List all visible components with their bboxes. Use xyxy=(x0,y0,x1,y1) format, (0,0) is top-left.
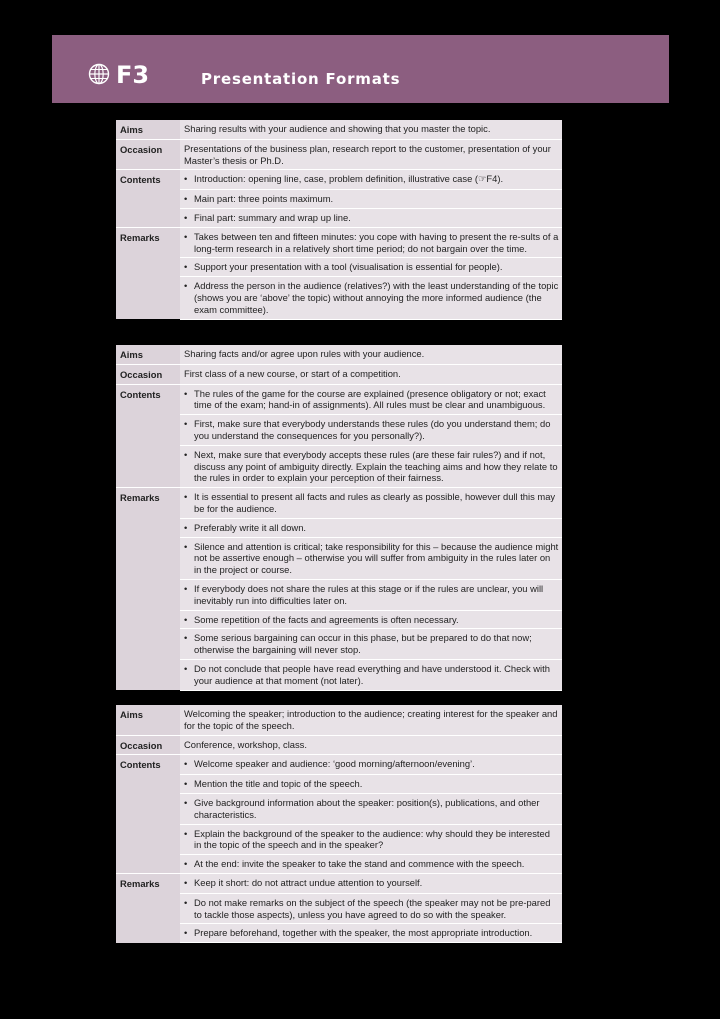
contents-item: • Final part: summary and wrap up line. xyxy=(180,208,562,227)
contents-label: Contents xyxy=(116,384,180,415)
remarks-item: • It is essential to present all facts and rules as clearly as possible, however dull this may be for the audience. xyxy=(180,488,562,519)
remarks-label: Remarks xyxy=(116,873,180,893)
occasion-row xyxy=(116,139,562,170)
globe-icon xyxy=(88,63,110,85)
occasion-label: Occasion xyxy=(116,364,180,384)
remarks-item: • Do not conclude that people have read everything and have understood it. Check with your audience at that moment (not later). xyxy=(180,659,562,690)
remarks-item: • If everybody does not share the rules at this stage or if the rules are unclear, you will inevitably run into difficulties later on. xyxy=(180,579,562,610)
remarks-row xyxy=(116,227,562,258)
contents-item: • The rules of the game for the course are explained (presence obligatory or not; exact time of the exam; hand-in of assignments). All rules must be clear and unambiguous. xyxy=(180,384,562,415)
remarks-item: • Support your presentation with a tool (visualisation is essential for people). xyxy=(180,258,562,277)
aims-value: Welcoming the speaker; introduction to the audience; creating interest for the speaker and for the topic of the speech. xyxy=(180,705,562,735)
format-table-3 xyxy=(116,705,562,943)
contents-item: • At the end: invite the speaker to take the stand and commence with the speech. xyxy=(180,855,562,874)
occasion-row xyxy=(116,735,562,755)
occasion-label: Occasion xyxy=(116,139,180,170)
header-band xyxy=(52,35,669,103)
remarks-item: • Takes between ten and fifteen minutes: you cope with having to present the re-sults of a long-term research in a relatively short time period; do not bargain over the time. xyxy=(180,227,562,258)
remarks-item: • Some repetition of the facts and agreements is often necessary. xyxy=(180,610,562,629)
section-code: F3 xyxy=(116,61,150,89)
contents-item: • First, make sure that everybody understands these rules (do you understand them; do you understand the consequences for you personally?). xyxy=(180,415,562,446)
contents-item: • Welcome speaker and audience: ‘good morning/afternoon/evening’. xyxy=(180,755,562,775)
remarks-item: • Address the person in the audience (relatives?) with the least understanding of the topic (shows you are ‘above’ the topic) without annoying the more informed audience (the exam committee). xyxy=(180,277,562,319)
aims-row xyxy=(116,120,562,139)
remarks-label: Remarks xyxy=(116,488,180,519)
contents-item: • Main part: three points maximum. xyxy=(180,190,562,209)
remarks-row xyxy=(116,873,562,893)
format-table-2 xyxy=(116,345,562,691)
remarks-row xyxy=(116,488,562,519)
remarks-label: Remarks xyxy=(116,227,180,258)
aims-row xyxy=(116,705,562,735)
aims-row xyxy=(116,345,562,364)
remarks-item: • Preferably write it all down. xyxy=(180,518,562,537)
remarks-item: • Keep it short: do not attract undue attention to yourself. xyxy=(180,873,562,893)
remarks-item: • Silence and attention is critical; take responsibility for this – because the audience might not be assertive enough – otherwise you will suffer from ambiguity in the rules later on in the project or course. xyxy=(180,537,562,579)
remarks-item: • Do not make remarks on the subject of the speech (the speaker may not be pre-pared to tackle those aspects), unless you have agreed to do so with the speaker. xyxy=(180,893,562,924)
aims-label: Aims xyxy=(116,705,180,735)
contents-row xyxy=(116,755,562,775)
contents-item: • Next, make sure that everybody accepts these rules (are these fair rules?) and if not, discuss any point of ambiguity directly. Explain the teaching aims and how they relate to the rules in order to explain your perception of their fairness. xyxy=(180,445,562,487)
contents-item: • Mention the title and topic of the speech. xyxy=(180,775,562,794)
format-table-1 xyxy=(116,120,562,320)
page-title: Presentation Formats xyxy=(201,70,401,88)
contents-row xyxy=(116,170,562,190)
aims-label: Aims xyxy=(116,120,180,139)
contents-label: Contents xyxy=(116,170,180,190)
contents-item: • Explain the background of the speaker to the audience: why should they be interested in the topic of the speech and in the speaker? xyxy=(180,824,562,855)
contents-label: Contents xyxy=(116,755,180,775)
aims-label: Aims xyxy=(116,345,180,364)
contents-row xyxy=(116,384,562,415)
aims-value: Sharing results with your audience and showing that you master the topic. xyxy=(180,120,562,139)
aims-value: Sharing facts and/or agree upon rules with your audience. xyxy=(180,345,562,364)
contents-item: • Introduction: opening line, case, problem definition, illustrative case (☞F4). xyxy=(180,170,562,190)
occasion-value: Presentations of the business plan, research report to the customer, presentation of your Master’s thesis or Ph.D. xyxy=(180,139,562,170)
contents-item: • Give background information about the speaker: position(s), publications, and other characteristics. xyxy=(180,793,562,824)
occasion-value: Conference, workshop, class. xyxy=(180,735,562,755)
occasion-row xyxy=(116,364,562,384)
remarks-item: • Some serious bargaining can occur in this phase, but be prepared to do that now; otherwise the bargaining will never stop. xyxy=(180,629,562,660)
remarks-item: • Prepare beforehand, together with the speaker, the most appropriate introduction. xyxy=(180,924,562,943)
occasion-label: Occasion xyxy=(116,735,180,755)
occasion-value: First class of a new course, or start of a competition. xyxy=(180,364,562,384)
